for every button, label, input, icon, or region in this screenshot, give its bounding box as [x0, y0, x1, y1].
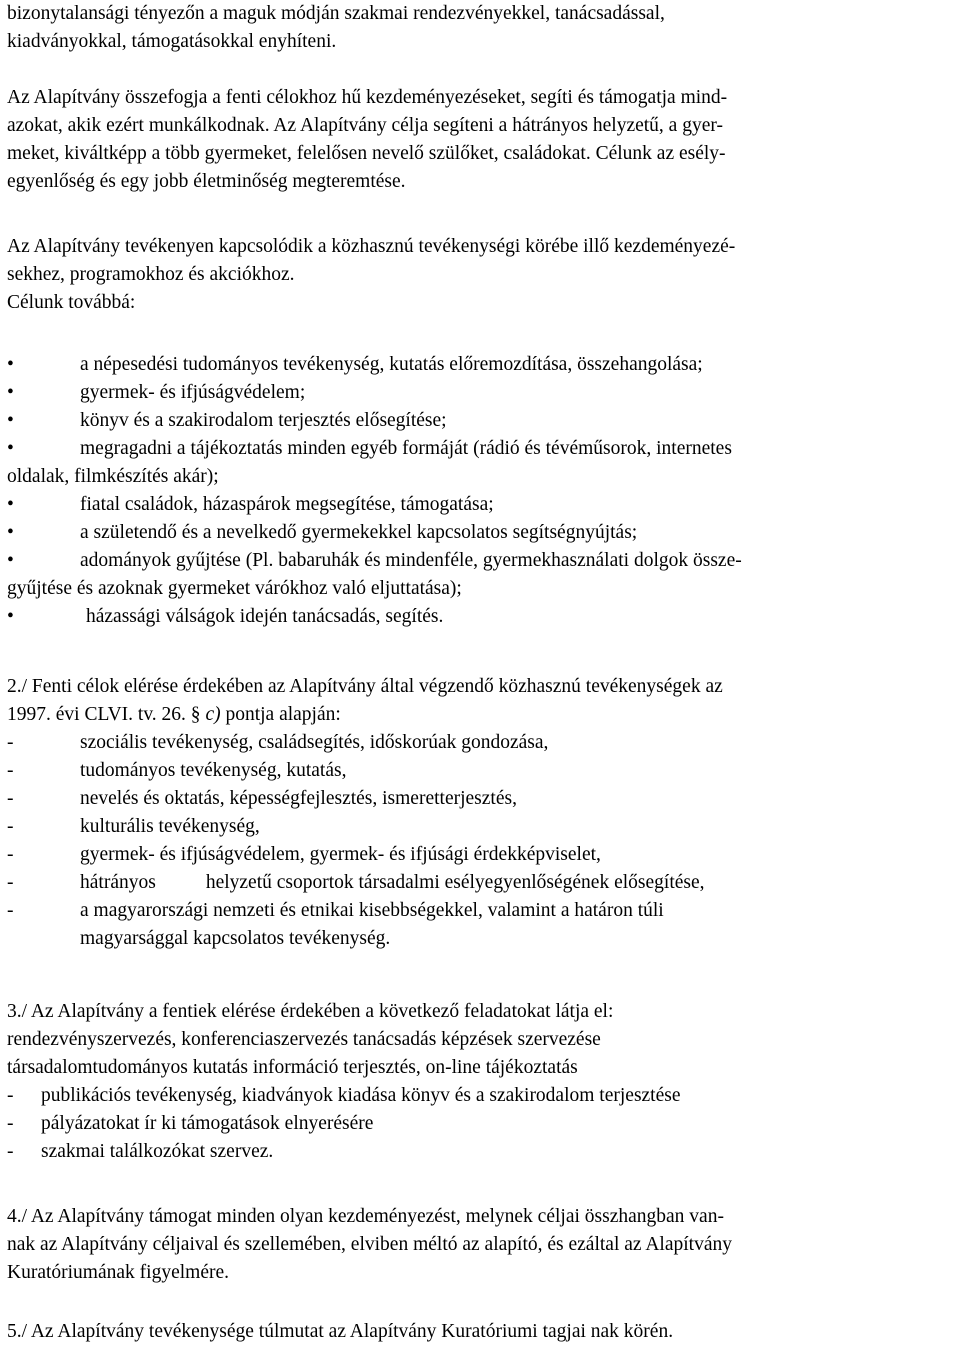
dash-marker: -: [7, 1085, 14, 1106]
activity-item: [7, 729, 953, 757]
activity-text: szociális tevékenység, családsegítés, időskorúak gondozása,: [80, 732, 549, 753]
purpose-line: meket, kiváltképp a több gyermeket, felelősen nevelő szülőket, családokat. Célunk az esély-: [7, 143, 726, 164]
legal-reference-prefix: 1997. évi CLVI. tv. 26. §: [7, 704, 206, 725]
activity-text: a magyarországi nemzeti és etnikai kisebbségekkel, valamint a határon túli: [80, 900, 664, 921]
bullet-icon: •: [7, 522, 14, 543]
section-3: [7, 998, 953, 1166]
public-benefit-line: sekhez, programokhoz és akciókhoz.: [7, 264, 295, 285]
activity-continuation-row: [7, 925, 953, 953]
section-4: [7, 1203, 732, 1287]
public-benefit-line: Az Alapítvány tevékenyen kapcsolódik a közhasznú tevékenységi körébe illő kezdeményezé-: [7, 236, 736, 257]
activity-item: [7, 785, 953, 813]
bullet-text: házassági válságok idején tanácsadás, segítés.: [86, 606, 444, 627]
bullet-text: megragadni a tájékoztatás minden egyéb formáját (rádió és tévéműsorok, internetes: [80, 438, 732, 459]
bullet-text: könyv és a szakirodalom terjesztés elősegítése;: [80, 410, 447, 431]
task-text: pályázatokat ír ki támogatások elnyerésére: [41, 1113, 374, 1134]
dash-marker: -: [7, 900, 14, 921]
activity-text: gyermek- és ifjúságvédelem, gyermek- és ifjúsági érdekképviselet,: [80, 844, 601, 865]
activity-item: [7, 869, 953, 897]
dash-marker: -: [7, 844, 14, 865]
goals-heading: Célunk továbbá:: [7, 292, 136, 313]
activity-text-part: hátrányos: [80, 872, 156, 893]
activity-text: [80, 869, 705, 897]
purpose-paragraph: [7, 84, 727, 196]
task-item: [7, 1110, 953, 1138]
bullet-item: [7, 435, 953, 463]
intro-line: kiadványokkal, támogatásokkal enyhíteni.: [7, 31, 337, 52]
legal-reference-point: c): [205, 704, 221, 725]
section-3-line: társadalomtudományos kutatás információ terjesztés, on-line tájékoztatás: [7, 1057, 578, 1078]
task-item: [7, 1138, 953, 1166]
purpose-line: azokat, akik ezért munkálkodnak. Az Alapítvány célja segíteni a hátrányos helyzetű, a gyer-: [7, 115, 723, 136]
bullet-continuation: oldalak, filmkészítés akár);: [7, 466, 219, 487]
section-4-line: 4./ Az Alapítvány támogat minden olyan kezdeményezést, melynek céljai összhangban van-: [7, 1206, 724, 1227]
dash-marker: -: [7, 788, 14, 809]
section-2-heading: 2./ Fenti célok elérése érdekében az Alapítvány által végzendő közhasznú tevékenységek az: [7, 676, 723, 697]
bullet-icon: •: [7, 410, 14, 431]
activity-item: [7, 897, 953, 925]
public-benefit-paragraph: [7, 233, 735, 317]
section-3-heading: 3./ Az Alapítvány a fentiek elérése érdekében a következő feladatokat látja el:: [7, 1001, 614, 1022]
bullet-text: a népesedési tudományos tevékenység, kutatás előremozdítása, összehangolása;: [80, 354, 703, 375]
section-5-line: 5./ Az Alapítvány tevékenysége túlmutat az Alapítvány Kuratóriumi tagjai nak körén.: [7, 1321, 674, 1342]
task-item: [7, 1082, 953, 1110]
bullet-icon: •: [7, 494, 14, 515]
bullet-item: [7, 379, 953, 407]
bullet-icon: •: [7, 382, 14, 403]
section-5: [7, 1318, 673, 1346]
purpose-line: egyenlőség és egy jobb életminőség megteremtése.: [7, 171, 406, 192]
intro-paragraph: [7, 0, 665, 56]
bullet-item: [7, 351, 953, 379]
bullet-text: adományok gyűjtése (Pl. babaruhák és mindenféle, gyermekhasználati dolgok össze-: [80, 550, 742, 571]
bullet-icon: •: [7, 550, 14, 571]
dash-marker: -: [7, 1113, 14, 1134]
activity-text: kulturális tevékenység,: [80, 816, 260, 837]
section-2-legal-reference: [7, 701, 953, 729]
activity-continuation: magyarsággal kapcsolatos tevékenység.: [80, 928, 391, 949]
dash-marker: -: [7, 760, 14, 781]
activity-item: [7, 757, 953, 785]
dash-marker: -: [7, 816, 14, 837]
section-4-line: nak az Alapítvány céljaival és szellemében, elviben méltó az alapító, és ezáltal az Alapítvány: [7, 1234, 732, 1255]
activity-item: [7, 813, 953, 841]
bullet-continuation: gyűjtése és azoknak gyermeket várókhoz való eljuttatása);: [7, 578, 462, 599]
purpose-line: Az Alapítvány összefogja a fenti célokhoz hű kezdeményezéseket, segíti és támogatja mind-: [7, 87, 728, 108]
section-2: [7, 673, 953, 953]
activity-text: tudományos tevékenység, kutatás,: [80, 760, 347, 781]
bullet-item: [7, 519, 953, 547]
bullet-item: [7, 407, 953, 435]
task-text: publikációs tevékenység, kiadványok kiadása könyv és a szakirodalom terjesztése: [41, 1085, 681, 1106]
activity-text: nevelés és oktatás, képességfejlesztés, ismeretterjesztés,: [80, 788, 517, 809]
bullet-item: [7, 603, 953, 631]
bullet-icon: •: [7, 606, 14, 627]
bullet-item: [7, 491, 953, 519]
bullet-text: fiatal családok, házaspárok megsegítése, támogatása;: [80, 494, 494, 515]
bullet-icon: •: [7, 354, 14, 375]
bullet-icon: •: [7, 438, 14, 459]
dash-marker: -: [7, 872, 14, 893]
section-3-line: rendezvényszervezés, konferenciaszervezés tanácsadás képzések szervezése: [7, 1029, 601, 1050]
goals-bullet-list: [7, 351, 953, 631]
bullet-text: gyermek- és ifjúságvédelem;: [80, 382, 306, 403]
bullet-item: [7, 547, 953, 575]
legal-reference-suffix: pontja alapján:: [220, 704, 341, 725]
dash-marker: -: [7, 732, 14, 753]
activity-text-part: helyzetű csoportok társadalmi esélyegyenlőségének elősegítése,: [205, 872, 705, 893]
section-4-line: Kuratóriumának figyelmére.: [7, 1262, 229, 1283]
bullet-text: a születendő és a nevelkedő gyermekekkel kapcsolatos segítségnyújtás;: [80, 522, 638, 543]
intro-line: bizonytalansági tényezőn a maguk módján szakmai rendezvényekkel, tanácsadással,: [7, 3, 665, 24]
task-text: szakmai találkozókat szervez.: [41, 1141, 274, 1162]
dash-marker: -: [7, 1141, 14, 1162]
activity-item: [7, 841, 953, 869]
